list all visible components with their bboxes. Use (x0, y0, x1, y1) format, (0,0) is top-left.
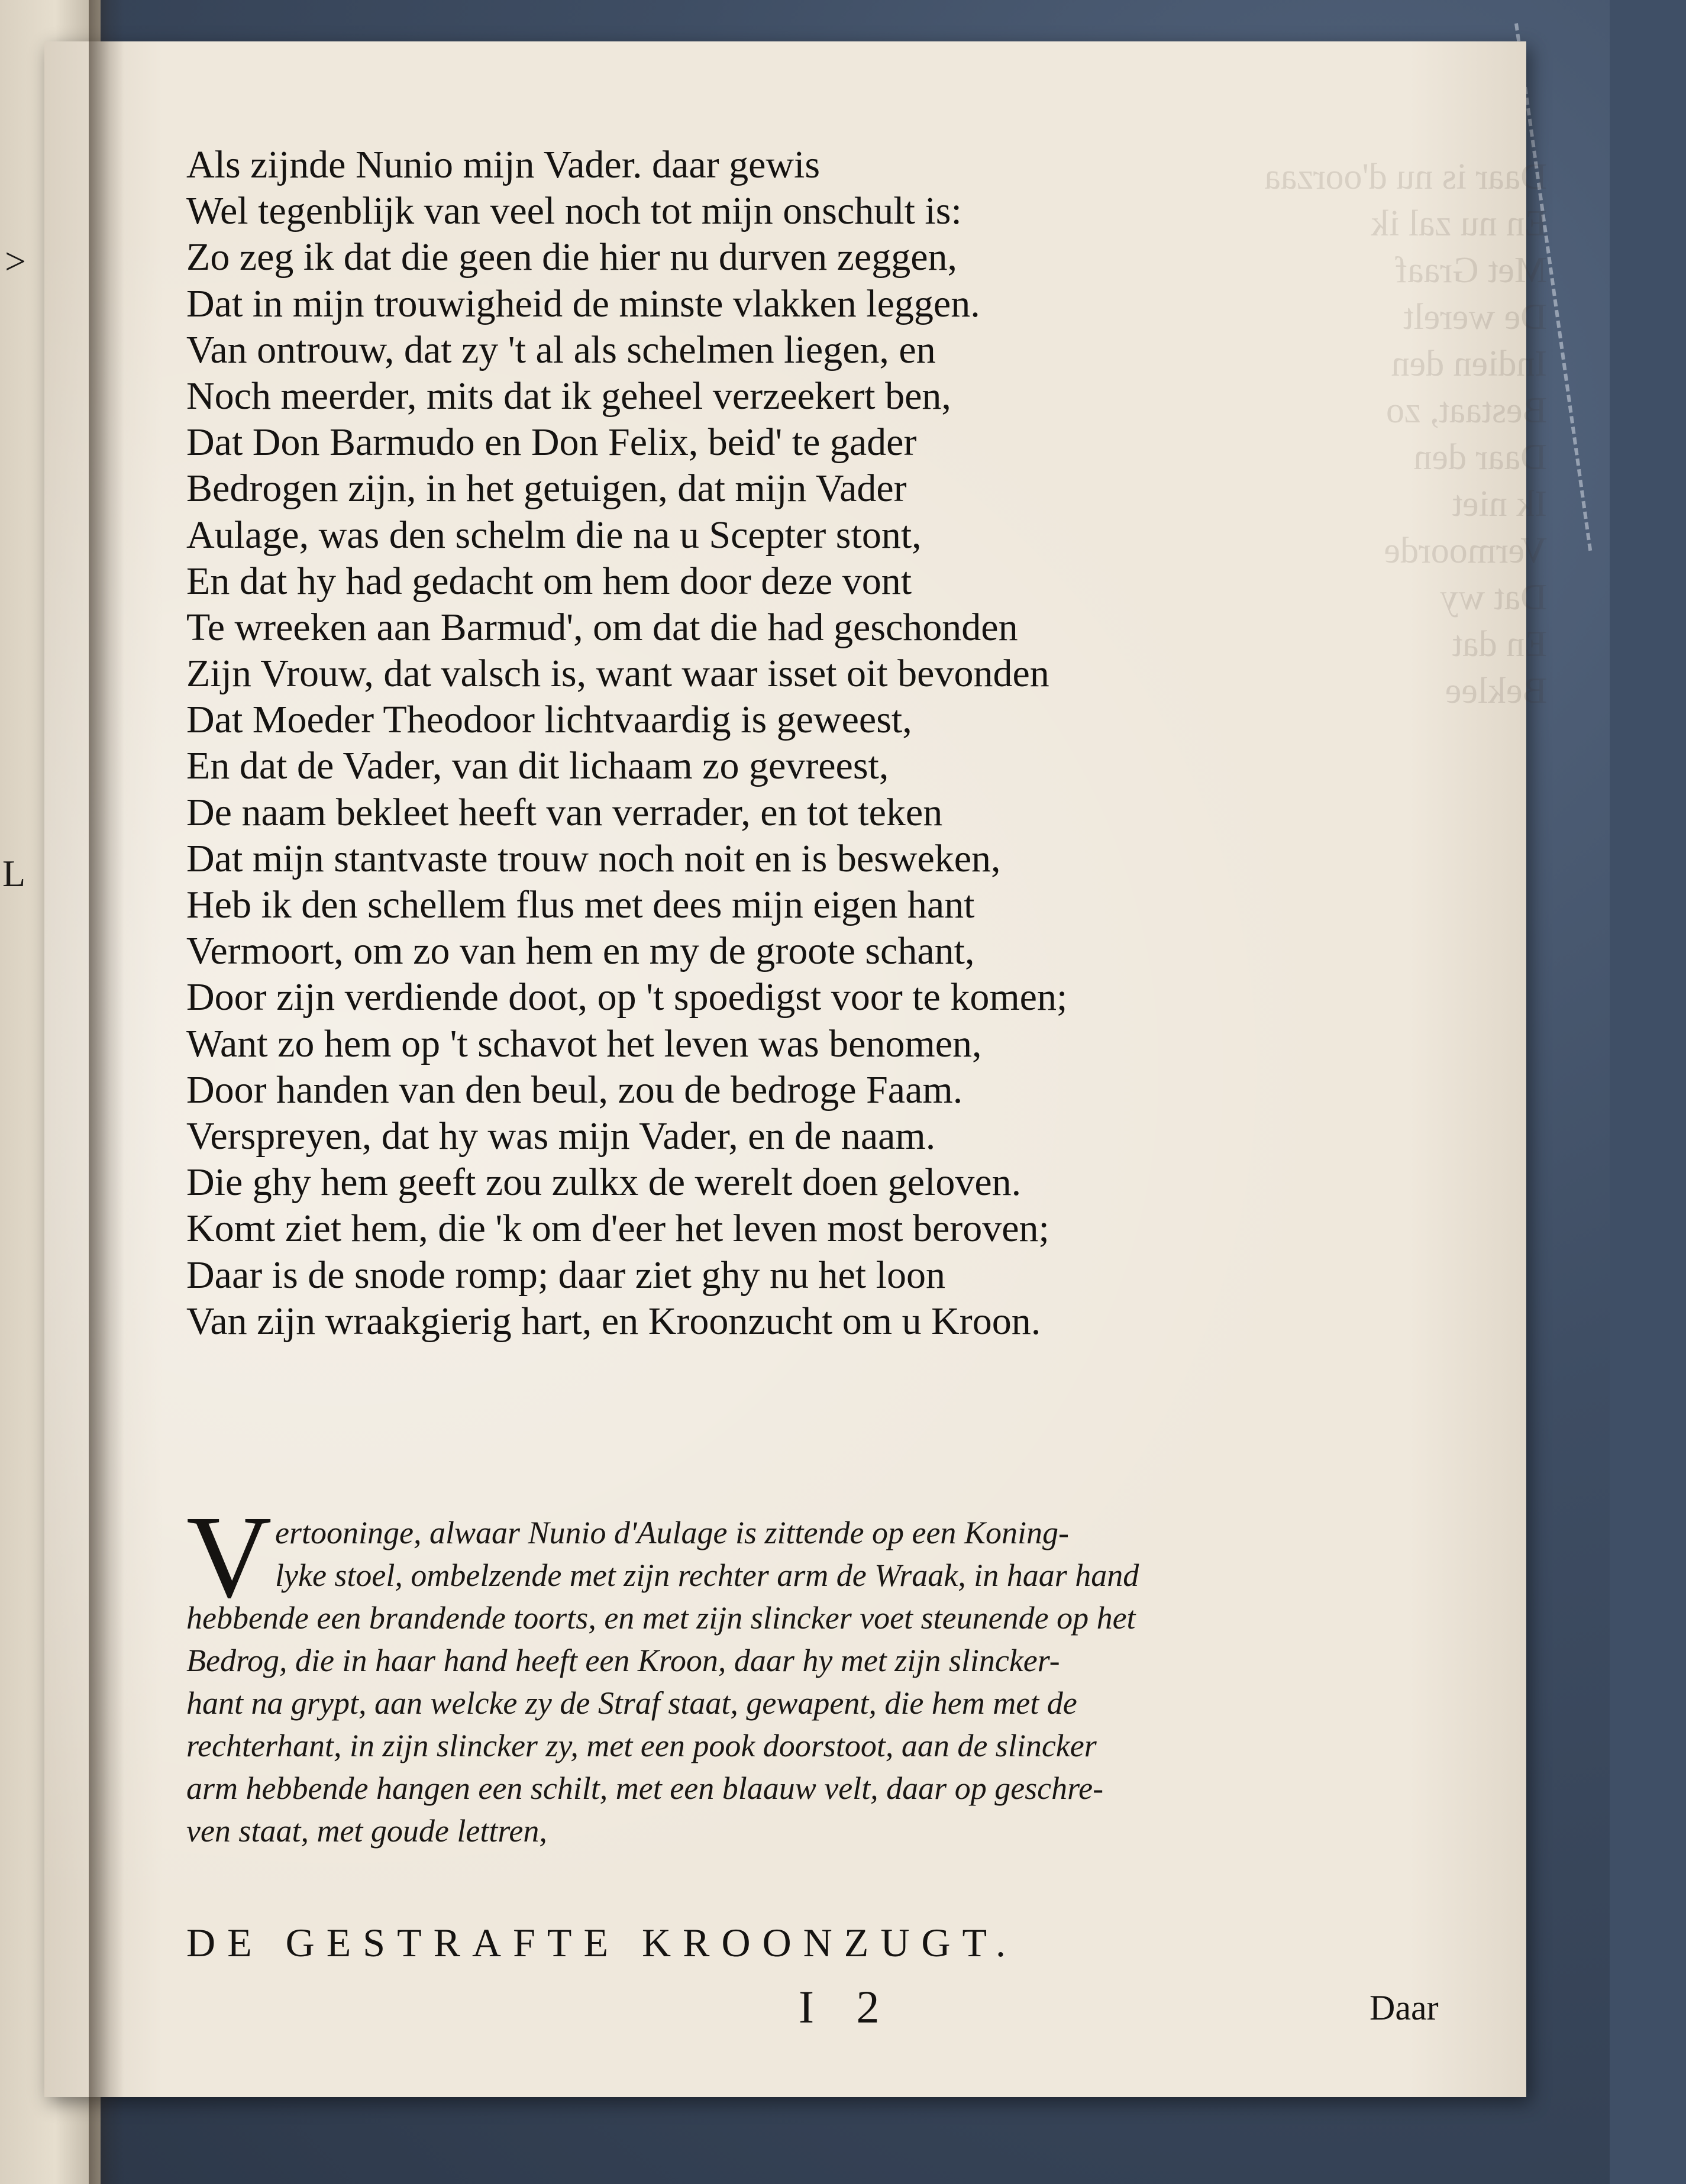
signature-mark: I 2 (799, 1981, 895, 2033)
stage-direction-line: ven staat, met goude lettren, (186, 1813, 547, 1849)
verse-line: Dat Moeder Theodoor lichtvaardig is geweest, (186, 698, 912, 742)
stage-direction-line: Bedrog, die in haar hand heeft een Kroon, daar hy met zijn slincker- (186, 1643, 1060, 1678)
verse-line: Wel tegenblijk van veel noch tot mijn onschult is: (186, 189, 962, 233)
verse-line: Dat Don Barmudo en Don Felix, beid' te gader (186, 421, 917, 464)
catchword: Daar (1370, 1988, 1439, 2027)
book-gutter-shadow (89, 0, 124, 2184)
verse-line: Van zijn wraakgierig hart, en Kroonzucht om u Kroon. (186, 1299, 1041, 1343)
verse-line: Dat in mijn trouwigheid de minste vlakken leggen. (186, 282, 980, 325)
verse-line: Door zijn verdiende doot, op 't spoedigst voor te komen; (186, 975, 1068, 1019)
verse-line: Komt ziet hem, die 'k om d'eer het leven most beroven; (186, 1207, 1049, 1251)
bleed-through-text: Daar is nu d'oorzaa En nu zal ik Met Graaf De werelt Indien den Bestaat, zo Daar den Ik niet Vermoorde Dat wy En dat Beklee (1264, 157, 1547, 711)
left-page-fragment: L (2, 852, 26, 894)
verse-line: De naam bekleet heeft van verrader, en tot teken (186, 790, 943, 834)
verse-line: Zo zeg ik dat die geen die hier nu durven zeggen, (186, 235, 957, 279)
verse-line: Verspreyen, dat hy was mijn Vader, en de naam. (186, 1114, 936, 1158)
book-page (44, 41, 1547, 2097)
verse-line: Van ontrouw, dat zy 't al als schelmen liegen, en (186, 328, 936, 371)
stage-direction-line: arm hebbende hangen een schilt, met een blaauw velt, daar op geschre- (186, 1771, 1104, 1806)
section-heading: DE GESTRAFTE KROONZUGT. (186, 1920, 1018, 1965)
verse-line: Te wreeken aan Barmud', om dat die had geschonden (186, 605, 1018, 649)
verse-line: Door handen van den beul, zou de bedroge Faam. (186, 1068, 963, 1112)
verse-line: Zijn Vrouw, dat valsch is, want waar isset oit bevonden (186, 652, 1049, 696)
verse-line: Noch meerder, mits dat ik geheel verzeekert ben, (186, 374, 951, 418)
drop-cap: V (186, 1492, 272, 1623)
stage-direction-line: lyke stoel, ombelzende met zijn rechter arm de Wraak, in haar hand (275, 1558, 1139, 1593)
verse-line: Aulage, was den schelm die na u Scepter stont, (186, 513, 922, 557)
verse-line: En dat de Vader, van dit lichaam zo gevreest, (186, 744, 889, 788)
verse-line: Vermoort, om zo van hem en my de groote schant, (186, 929, 975, 973)
verse-line: Heb ik den schellem flus met dees mijn eigen hant (186, 883, 975, 926)
verse-line: Daar is de snode romp; daar ziet ghy nu het loon (186, 1253, 945, 1297)
verse-line: Die ghy hem geeft zou zulkx de werelt doen geloven. (186, 1161, 1022, 1204)
verse-line: Dat mijn stantvaste trouw noch noit en is besweken, (186, 836, 1001, 880)
verse-line: Als zijnde Nunio mijn Vader. daar gewis (186, 143, 821, 186)
verse-line: En dat hy had gedacht om hem door deze vont (186, 559, 912, 603)
verse-line: Want zo hem op 't schavot het leven was benomen, (186, 1022, 982, 1065)
verse-line: Bedrogen zijn, in het getuigen, dat mijn Vader (186, 467, 907, 511)
left-page-fragment: > (5, 240, 27, 282)
stage-direction-line: hant na grypt, aan welcke zy de Straf staat, gewapent, die hem met de (186, 1685, 1077, 1721)
stage-direction-line: ertooninge, alwaar Nunio d'Aulage is zittende op een Koning- (275, 1515, 1069, 1550)
stage-direction-line: hebbende een brandende toorts, en met zijn slincker voet steunende op het (186, 1600, 1136, 1636)
verse-block (186, 142, 1370, 1345)
stage-direction-line: rechterhant, in zijn slincker zy, met een pook doorstoot, aan de slincker (186, 1728, 1097, 1763)
